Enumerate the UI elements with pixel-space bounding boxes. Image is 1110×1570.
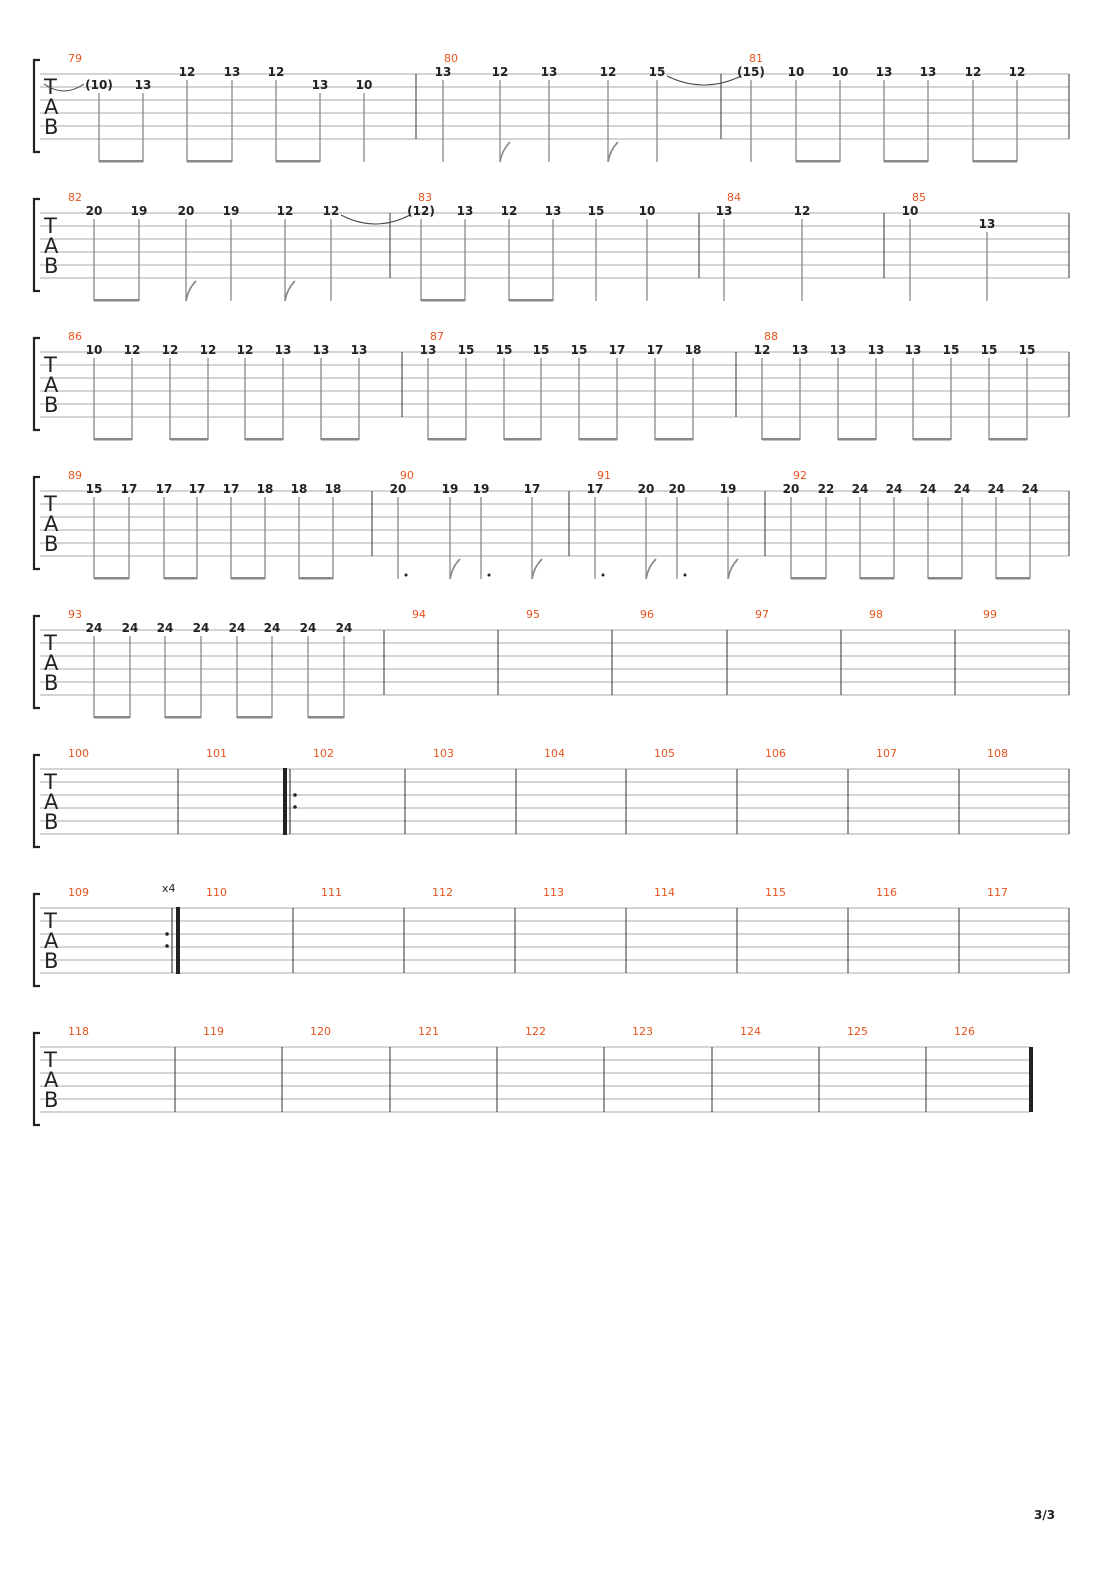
beam (996, 577, 1030, 580)
fret-number: 13 (434, 65, 452, 79)
system-bracket (34, 199, 40, 291)
beam (299, 577, 333, 580)
note-flag (450, 559, 460, 579)
fret-number: 18 (290, 482, 308, 496)
system-bracket (34, 616, 40, 708)
fret-number: 10 (901, 204, 919, 218)
tab-system (34, 608, 1069, 719)
repeat-dot (293, 805, 297, 809)
beam (245, 438, 283, 441)
fret-number: 15 (587, 204, 605, 218)
note-flag (186, 281, 196, 301)
measure-number: 102 (313, 747, 334, 760)
beam (838, 438, 876, 441)
fret-number: 24 (1021, 482, 1039, 496)
tab-clef-letter: B (44, 810, 59, 834)
beam (170, 438, 208, 441)
tab-clef-letter: T (44, 1048, 57, 1072)
beam (165, 716, 201, 719)
fret-number: 24 (919, 482, 937, 496)
tab-clef-letter: A (44, 651, 59, 675)
measure-number: 106 (765, 747, 786, 760)
fret-number: 15 (85, 482, 103, 496)
beam (504, 438, 541, 441)
fret-number: 24 (85, 621, 103, 635)
tab-clef-letter: A (44, 929, 59, 953)
fret-number: 12 (267, 65, 285, 79)
system-bracket (34, 894, 40, 986)
fret-number: (12) (407, 204, 435, 218)
tab-clef-letter: T (44, 214, 57, 238)
repeat-start-bar (283, 768, 287, 835)
tab-clef-letter: A (44, 373, 59, 397)
beam (973, 160, 1017, 163)
fret-number: 15 (1018, 343, 1036, 357)
tab-system (34, 1025, 1033, 1125)
measure-number: 109 (68, 886, 89, 899)
fret-number: 13 (419, 343, 437, 357)
measure-number: 91 (597, 469, 611, 482)
beam (913, 438, 951, 441)
fret-number: 20 (637, 482, 655, 496)
measure-number: 104 (544, 747, 565, 760)
note-flag (500, 142, 510, 162)
system-bracket (34, 477, 40, 569)
fret-number: 20 (782, 482, 800, 496)
tab-system (34, 882, 1069, 986)
measure-number: 96 (640, 608, 654, 621)
measure-number: 81 (749, 52, 763, 65)
measure-number: 83 (418, 191, 432, 204)
beam (276, 160, 320, 163)
fret-number: 12 (236, 343, 254, 357)
measure-number: 123 (632, 1025, 653, 1038)
fret-number: (10) (85, 78, 113, 92)
tab-system (34, 469, 1069, 580)
fret-number: 12 (178, 65, 196, 79)
measure-number: 121 (418, 1025, 439, 1038)
fret-number: 15 (570, 343, 588, 357)
measure-number: 79 (68, 52, 82, 65)
fret-number: 10 (355, 78, 373, 92)
fret-number: 19 (130, 204, 148, 218)
measure-number: 107 (876, 747, 897, 760)
dot (602, 574, 605, 577)
tab-clef-letter: T (44, 353, 57, 377)
fret-number: 20 (668, 482, 686, 496)
measure-number: 105 (654, 747, 675, 760)
tab-clef-letter: T (44, 492, 57, 516)
note-flag (285, 281, 295, 301)
beam (308, 716, 344, 719)
tab-clef-letter: A (44, 1068, 59, 1092)
measure-number: 117 (987, 886, 1008, 899)
final-barline (1029, 1047, 1033, 1112)
repeat-dot (165, 944, 169, 948)
page-number: 3/3 (1034, 1508, 1056, 1522)
note-flag (728, 559, 738, 579)
tab-clef-letter: B (44, 1088, 59, 1112)
dot (488, 574, 491, 577)
fret-number: 12 (199, 343, 217, 357)
tab-system (34, 330, 1069, 441)
fret-number: 13 (715, 204, 733, 218)
system-bracket (34, 1033, 40, 1125)
fret-number: 15 (942, 343, 960, 357)
measure-number: 120 (310, 1025, 331, 1038)
fret-number: 12 (322, 204, 340, 218)
repeat-dot (293, 793, 297, 797)
fret-number: 12 (1008, 65, 1026, 79)
tab-clef-letter: T (44, 631, 57, 655)
fret-number: 12 (964, 65, 982, 79)
beam (762, 438, 800, 441)
fret-number: 13 (919, 65, 937, 79)
beam (796, 160, 840, 163)
beam (884, 160, 928, 163)
beam (928, 577, 962, 580)
fret-number: 13 (867, 343, 885, 357)
fret-number: 24 (121, 621, 139, 635)
fret-number: 13 (311, 78, 329, 92)
tab-clef-letter: A (44, 95, 59, 119)
fret-number: 12 (500, 204, 518, 218)
fret-number: 24 (228, 621, 246, 635)
tie (341, 215, 410, 224)
fret-number: 15 (457, 343, 475, 357)
tab-clef-letter: A (44, 512, 59, 536)
measure-number: 114 (654, 886, 675, 899)
note-flag (608, 142, 618, 162)
fret-number: 24 (953, 482, 971, 496)
fret-number: 22 (817, 482, 835, 496)
measure-number: 111 (321, 886, 342, 899)
measure-number: 92 (793, 469, 807, 482)
measure-number: 99 (983, 608, 997, 621)
tab-clef-letter: B (44, 532, 59, 556)
beam (509, 299, 553, 302)
fret-number: 13 (274, 343, 292, 357)
fret-number: (15) (737, 65, 765, 79)
fret-number: 17 (222, 482, 240, 496)
repeat-count: x4 (162, 882, 176, 895)
fret-number: 13 (456, 204, 474, 218)
tab-system (34, 747, 1069, 847)
fret-number: 17 (188, 482, 206, 496)
beam (989, 438, 1027, 441)
beam (321, 438, 359, 441)
measure-number: 85 (912, 191, 926, 204)
tab-clef-letter: B (44, 393, 59, 417)
fret-number: 13 (829, 343, 847, 357)
beam (579, 438, 617, 441)
measure-number: 126 (954, 1025, 975, 1038)
measure-number: 112 (432, 886, 453, 899)
system-bracket (34, 755, 40, 847)
fret-number: 24 (885, 482, 903, 496)
tab-clef-letter: B (44, 254, 59, 278)
measure-number: 113 (543, 886, 564, 899)
measure-number: 101 (206, 747, 227, 760)
fret-number: 20 (85, 204, 103, 218)
fret-number: 12 (276, 204, 294, 218)
fret-number: 15 (648, 65, 666, 79)
beam (94, 577, 129, 580)
fret-number: 13 (540, 65, 558, 79)
beam (164, 577, 197, 580)
fret-number: 18 (256, 482, 274, 496)
fret-number: 10 (787, 65, 805, 79)
fret-number: 17 (646, 343, 664, 357)
beam (791, 577, 826, 580)
beam (99, 160, 143, 163)
fret-number: 19 (472, 482, 490, 496)
fret-number: 20 (177, 204, 195, 218)
measure-number: 93 (68, 608, 82, 621)
tab-system (34, 52, 1069, 163)
tab-clef-letter: T (44, 770, 57, 794)
fret-number: 12 (491, 65, 509, 79)
fret-number: 19 (222, 204, 240, 218)
fret-number: 18 (324, 482, 342, 496)
fret-number: 19 (441, 482, 459, 496)
repeat-dot (165, 932, 169, 936)
measure-number: 97 (755, 608, 769, 621)
measure-number: 95 (526, 608, 540, 621)
note-flag (532, 559, 542, 579)
fret-number: 10 (638, 204, 656, 218)
fret-number: 24 (192, 621, 210, 635)
fret-number: 24 (299, 621, 317, 635)
fret-number: 13 (312, 343, 330, 357)
fret-number: 15 (495, 343, 513, 357)
tie (667, 76, 741, 85)
tab-clef-letter: T (44, 909, 57, 933)
fret-number: 13 (350, 343, 368, 357)
beam (428, 438, 466, 441)
measure-number: 89 (68, 469, 82, 482)
measure-number: 115 (765, 886, 786, 899)
fret-number: 12 (161, 343, 179, 357)
note-flag (646, 559, 656, 579)
system-bracket (34, 60, 40, 152)
tab-clef-letter: B (44, 671, 59, 695)
fret-number: 17 (608, 343, 626, 357)
measure-number: 84 (727, 191, 741, 204)
measure-number: 100 (68, 747, 89, 760)
fret-number: 17 (586, 482, 604, 496)
tab-clef-letter: B (44, 949, 59, 973)
fret-number: 13 (904, 343, 922, 357)
fret-number: 12 (123, 343, 141, 357)
measure-number: 86 (68, 330, 82, 343)
measure-number: 108 (987, 747, 1008, 760)
fret-number: 10 (831, 65, 849, 79)
tab-system (34, 191, 1069, 302)
fret-number: 13 (544, 204, 562, 218)
beam (94, 716, 130, 719)
fret-number: 13 (978, 217, 996, 231)
measure-number: 116 (876, 886, 897, 899)
fret-number: 13 (223, 65, 241, 79)
tab-clef-letter: A (44, 790, 59, 814)
measure-number: 125 (847, 1025, 868, 1038)
fret-number: 13 (134, 78, 152, 92)
beam (94, 438, 132, 441)
measure-number: 80 (444, 52, 458, 65)
beam (860, 577, 894, 580)
dot (684, 574, 687, 577)
fret-number: 15 (532, 343, 550, 357)
fret-number: 18 (684, 343, 702, 357)
system-bracket (34, 338, 40, 430)
measure-number: 88 (764, 330, 778, 343)
fret-number: 17 (523, 482, 541, 496)
measure-number: 118 (68, 1025, 89, 1038)
repeat-end-bar (176, 907, 180, 974)
measure-number: 82 (68, 191, 82, 204)
fret-number: 13 (875, 65, 893, 79)
fret-number: 24 (851, 482, 869, 496)
tab-clef-letter: A (44, 234, 59, 258)
fret-number: 13 (791, 343, 809, 357)
fret-number: 20 (389, 482, 407, 496)
fret-number: 24 (335, 621, 353, 635)
beam (94, 299, 139, 302)
fret-number: 17 (120, 482, 138, 496)
measure-number: 98 (869, 608, 883, 621)
measure-number: 103 (433, 747, 454, 760)
fret-number: 19 (719, 482, 737, 496)
beam (187, 160, 232, 163)
fret-number: 17 (155, 482, 173, 496)
measure-number: 110 (206, 886, 227, 899)
beam (231, 577, 265, 580)
beam (421, 299, 465, 302)
beam (655, 438, 693, 441)
measure-number: 87 (430, 330, 444, 343)
tab-clef-letter: T (44, 75, 57, 99)
fret-number: 24 (263, 621, 281, 635)
measure-number: 119 (203, 1025, 224, 1038)
fret-number: 15 (980, 343, 998, 357)
fret-number: 12 (753, 343, 771, 357)
fret-number: 12 (599, 65, 617, 79)
fret-number: 10 (85, 343, 103, 357)
measure-number: 122 (525, 1025, 546, 1038)
dot (405, 574, 408, 577)
measure-number: 124 (740, 1025, 761, 1038)
fret-number: 12 (793, 204, 811, 218)
fret-number: 24 (987, 482, 1005, 496)
measure-number: 94 (412, 608, 426, 621)
fret-number: 24 (156, 621, 174, 635)
beam (237, 716, 272, 719)
measure-number: 90 (400, 469, 414, 482)
tab-clef-letter: B (44, 115, 59, 139)
